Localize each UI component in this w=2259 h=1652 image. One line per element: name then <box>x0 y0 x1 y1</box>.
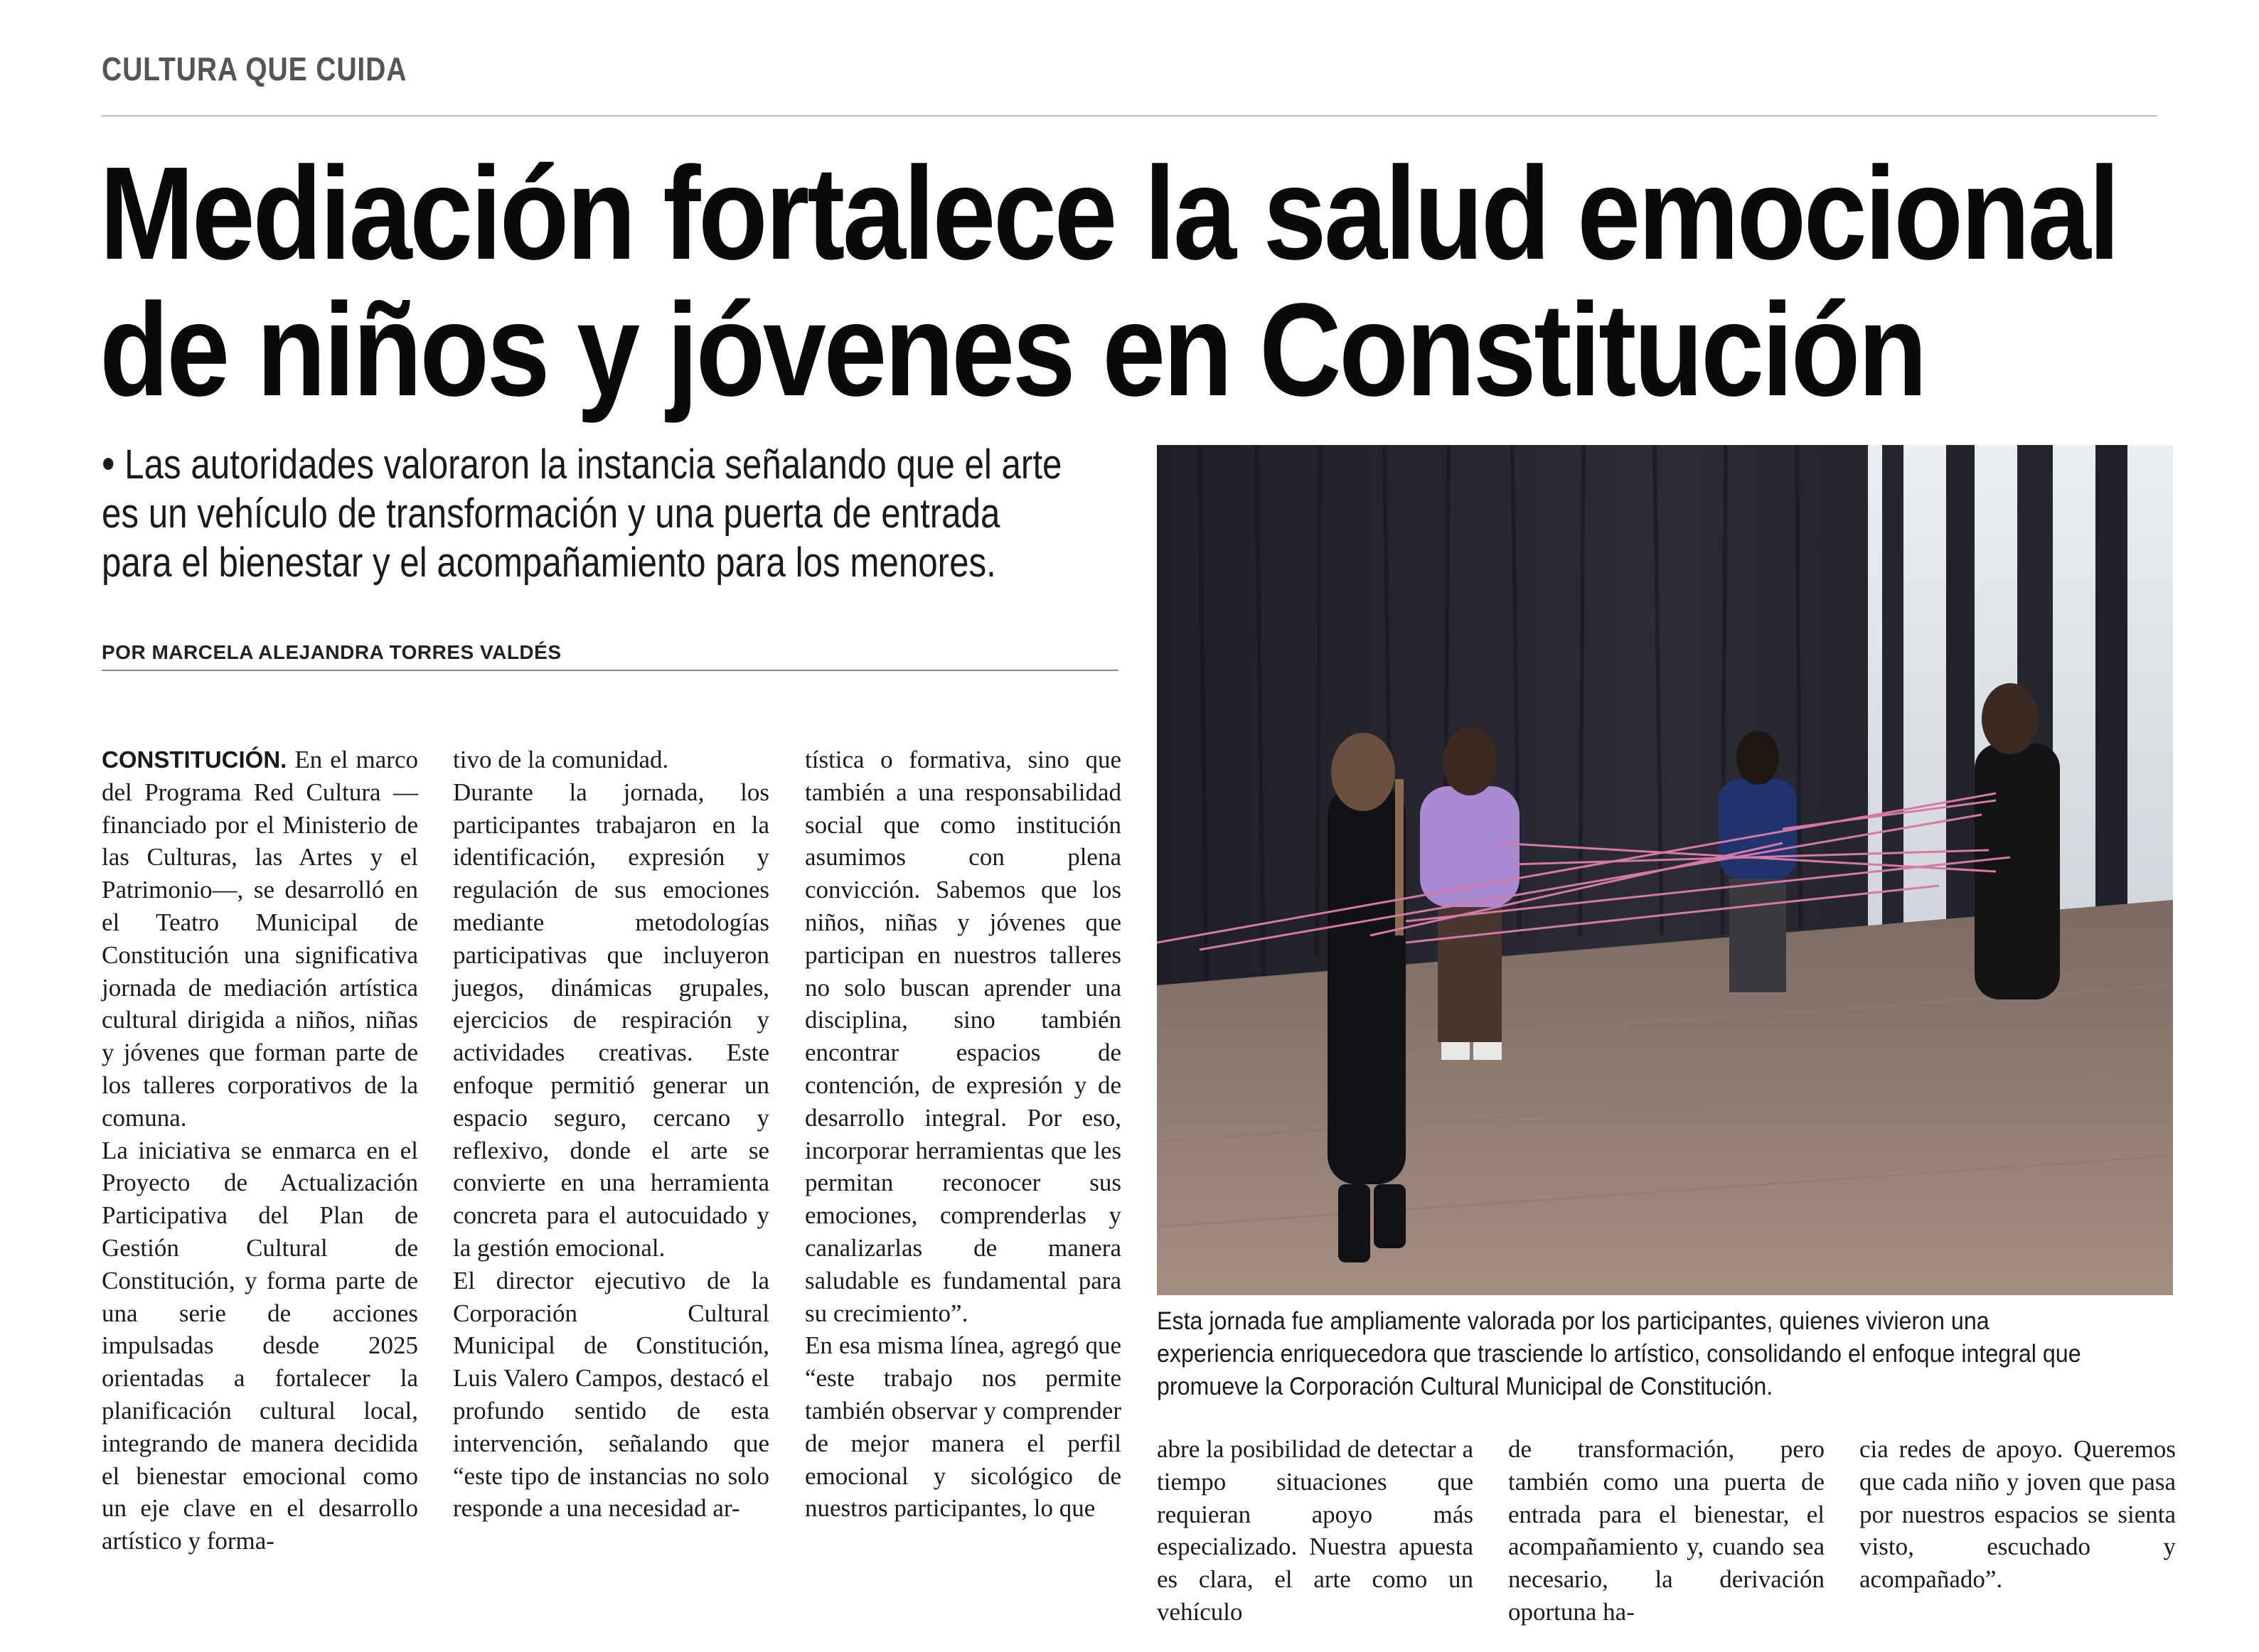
byline-divider <box>102 670 1118 671</box>
paragraph: La iniciativa se enmarca en el Proyecto de Actualización Participativa del Plan de Gestión Cultural de Constitución, y forma parte de una serie de acciones impulsadas desde 2025 orientadas a fortalecer la planificación cultural local, integrando de manera decidida el bienestar emocional como un eje clave en el desarrollo artístico y forma- <box>102 1136 418 1555</box>
article-column-2 <box>453 744 769 1525</box>
article-column-1 <box>102 744 418 1557</box>
headline-line-2: de niños y jóvenes en Constitución <box>100 277 1926 424</box>
article-column-4 <box>1157 1433 1473 1629</box>
article-photo <box>1157 445 2173 1295</box>
photo-caption: Esta jornada fue ampliamente valorada por los participantes, quienes vivieron una experiencia enriquecedora que trasciende lo artístico, consolidando el enfoque integral que promueve la Corporación Cultural Municipal de Constitución. <box>1157 1307 2081 1400</box>
dateline: CONSTITUCIÓN. <box>102 746 287 773</box>
paragraph: El director ejecutivo de la Corporación Cultural Municipal de Constitución, Luis Valero Campos, destacó el profundo sentido de esta intervención, señalando que “este tipo de instancias no solo responde a una necesidad ar- <box>453 1266 769 1523</box>
headline-line-1: Mediación fortalece la salud emocional <box>100 140 2118 287</box>
top-divider <box>102 115 2157 117</box>
section-label: CULTURA QUE CUIDA <box>102 50 407 87</box>
lead-summary <box>102 439 1093 587</box>
lead-line-2: es un vehículo de transformación y una puerta de entrada <box>102 490 1000 537</box>
paragraph: tivo de la comunidad. <box>453 746 669 773</box>
lead-line-1: Las autoridades valoraron la instancia señalando que el arte <box>124 441 1062 488</box>
headline <box>100 140 2118 424</box>
paragraph: de transformación, pero también como una puerta de entrada para el bienestar, el acompañamiento y, cuando sea necesario, la derivación oportuna ha- <box>1508 1435 1825 1626</box>
paragraph: En esa misma línea, agregó que “este trabajo nos permite también observar y comprender de mejor manera el perfil emocional y sicológico de nuestros participantes, lo que <box>805 1331 1121 1523</box>
paragraph: tística o formativa, sino que también a una responsabilidad social que como institución asumimos con plena convicción. Sabemos que los niños, niñas y jóvenes que participan en nuestros talleres no solo buscan aprender una disciplina, sino también encontrar espacios de contención, de expresión y de desarrollo integral. Por eso, incorporar herramientas que les permitan reconocer sus emociones, comprenderlas y canalizarlas de manera saludable es fundamental para su crecimiento”. <box>805 746 1121 1327</box>
byline: POR MARCELA ALEJANDRA TORRES VALDÉS <box>102 641 562 663</box>
article-column-3 <box>805 744 1121 1525</box>
paragraph: cia redes de apoyo. Queremos que cada niño y joven que pasa por nuestros espacios se sienta visto, escuchado y acompañado”. <box>1859 1435 2176 1594</box>
paragraph: En el marco del Programa Red Cultura —financiado por el Ministerio de las Culturas, las Artes y el Patrimonio—, se desarrolló en el Teatro Municipal de Constitución una significativa jornada de mediación artística cultural dirigida a niños, niñas y jóvenes que forman parte de los talleres corporativos de la comuna. <box>102 746 418 1132</box>
article-column-6 <box>1859 1433 2176 1596</box>
bullet-icon: • <box>102 439 115 488</box>
article-column-5 <box>1508 1433 1825 1629</box>
paragraph: abre la posibilidad de detectar a tiempo situaciones que requieran apoyo más especializado. Nuestra apuesta es clara, el arte como un vehículo <box>1157 1435 1473 1626</box>
paragraph: Durante la jornada, los participantes trabajaron en la identificación, expresión y regulación de sus emociones mediante metodologías participativas que incluyeron juegos, dinámicas grupales, ejercicios de respiración y actividades creativas. Este enfoque permitió generar un espacio seguro, cercano y reflexivo, donde el arte se convierte en una herramienta concreta para el autocuidado y la gestión emocional. <box>453 778 769 1262</box>
lead-line-3: para el bienestar y el acompañamiento para los menores. <box>102 540 996 586</box>
